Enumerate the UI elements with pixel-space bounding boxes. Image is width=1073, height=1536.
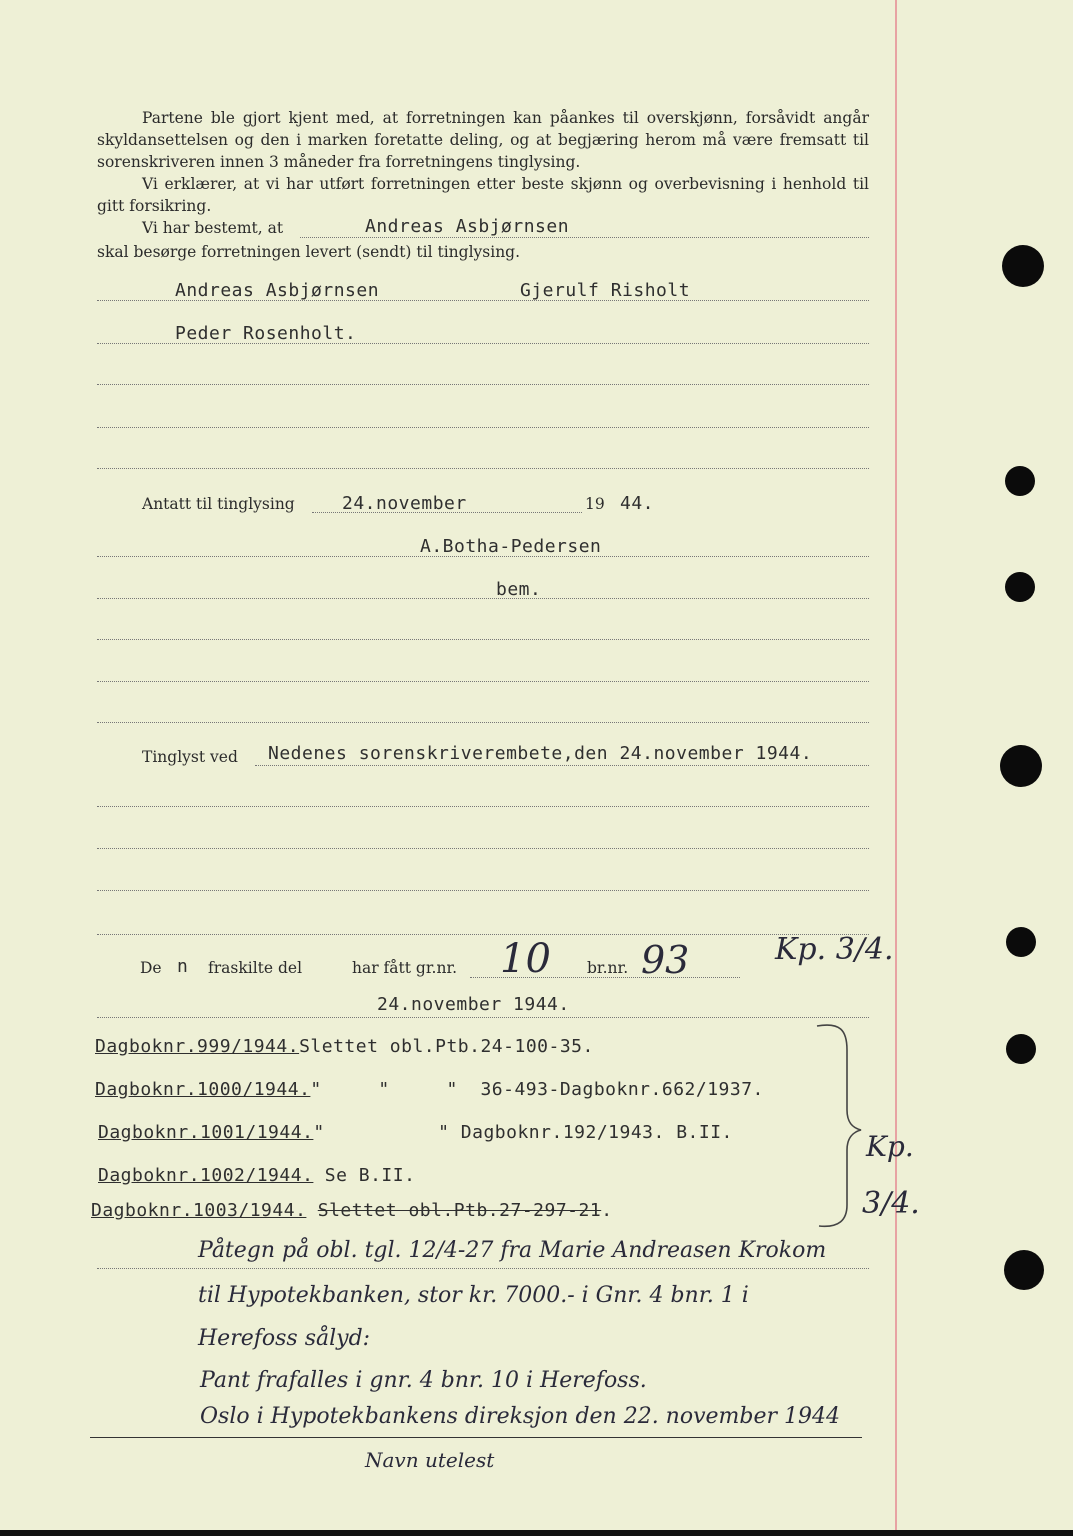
dagbok-text: " " Dagboknr.192/1943. B.II. xyxy=(313,1122,733,1143)
fill-line xyxy=(97,639,869,640)
body-text xyxy=(97,107,869,217)
punch-hole xyxy=(1004,1250,1044,1290)
dagbok-struck-text: Slettet obl.Ptb.27-297-21 xyxy=(317,1200,602,1221)
fill-line xyxy=(97,556,869,557)
de-suffix: n xyxy=(177,956,189,977)
margin-rule xyxy=(895,0,897,1530)
dagbok-line-4 xyxy=(98,1165,415,1186)
fill-line xyxy=(470,977,740,978)
dagbok-line-3 xyxy=(98,1122,733,1143)
grnr-value: 10 xyxy=(500,936,551,982)
de-label: De xyxy=(140,959,162,977)
handwritten-line-1: Påtegn på obl. tgl. 12/4-27 fra Marie Andreasen Krokom xyxy=(198,1238,827,1263)
bracket-note-2: 3/4. xyxy=(862,1186,920,1221)
handwritten-line-2: til Hypotekbanken, stor kr. 7000.- i Gnr. 4 bnr. 1 i xyxy=(198,1283,749,1308)
dagbok-text: . xyxy=(601,1200,613,1221)
dagbok-number: Dagboknr.1000/1944. xyxy=(95,1079,311,1100)
fraskilte-date: 24.november 1944. xyxy=(377,994,570,1015)
punch-hole xyxy=(1006,1034,1036,1064)
bestemt-label: Vi har bestemt, at xyxy=(142,219,284,237)
fill-line xyxy=(97,468,869,469)
fill-line xyxy=(97,1268,869,1269)
signature-3: Peder Rosenholt. xyxy=(175,323,357,344)
dagbok-text: " " " 36-493-Dagboknr.662/1937. xyxy=(310,1079,764,1100)
fill-line xyxy=(97,806,869,807)
dagbok-number: Dagboknr.1003/1944. xyxy=(91,1200,307,1221)
signature-2: Gjerulf Risholt xyxy=(520,280,691,301)
punch-hole xyxy=(1000,745,1042,787)
dagbok-text: Slettet obl.Ptb.24-100-35. xyxy=(299,1036,594,1057)
dagbok-text: Se B.II. xyxy=(324,1165,416,1186)
fill-line xyxy=(97,427,869,428)
dagbok-line-5 xyxy=(91,1200,613,1221)
fill-line xyxy=(97,681,869,682)
punch-hole xyxy=(1002,245,1044,287)
handwritten-line-4: Pant frafalles i gnr. 4 bnr. 10 i Herefoss. xyxy=(200,1368,647,1393)
kp-note: Kp. 3/4. xyxy=(775,932,894,967)
tinglyst-label: Tinglyst ved xyxy=(142,748,238,766)
antatt-date: 24.november xyxy=(342,493,467,514)
fill-line xyxy=(97,384,869,385)
har-fatt-label: har fått gr.nr. xyxy=(352,959,458,977)
handwritten-signature: Navn utelest xyxy=(365,1448,495,1472)
dagbok-line-2 xyxy=(95,1079,764,1100)
fill-line xyxy=(97,722,869,723)
handwritten-line-3: Herefoss sålyd: xyxy=(198,1326,371,1351)
dagbok-line-1 xyxy=(95,1036,594,1057)
fill-line xyxy=(300,237,869,238)
tinglyst-text: Nedenes sorenskriverembete,den 24.november 1944. xyxy=(268,743,813,764)
dagbok-number: Dagboknr.1001/1944. xyxy=(98,1122,314,1143)
year-prefix: 19 xyxy=(585,495,605,513)
besorge-line: skal besørge forretningen levert (sendt) til tinglysing. xyxy=(97,243,521,261)
fill-line xyxy=(97,343,869,344)
punch-hole xyxy=(1005,572,1035,602)
year-suffix: 44. xyxy=(620,493,655,514)
punch-hole xyxy=(1006,927,1036,957)
bracket-note-1: Kp. xyxy=(866,1130,914,1163)
fill-line xyxy=(97,848,869,849)
signature-1: Andreas Asbjørnsen xyxy=(175,280,380,301)
paragraph-declaration: Vi erklærer, at vi har utført forretningen etter beste skjønn og overbevisning i henhold til gitt forsikring. xyxy=(97,175,869,215)
antatt-signer: A.Botha-Pedersen xyxy=(420,536,602,557)
dagbok-number: Dagboknr.999/1944. xyxy=(95,1036,300,1057)
paragraph-appeal: Partene ble gjort kjent med, at forretningen kan påankes til overskjønn, forsåvidt angår skyldansettelsen og den i marken foretatte deling, og at begjæring herom må være fremsatt til sorenskriveren innen 3 måneder fra forretningens tinglysing. xyxy=(97,109,869,171)
closing-rule xyxy=(90,1437,862,1438)
fill-line xyxy=(255,765,869,766)
fraskilte-label: fraskilte del xyxy=(208,959,303,977)
handwritten-line-5: Oslo i Hypotekbankens direksjon den 22. november 1944 xyxy=(200,1404,841,1429)
antatt-title: bem. xyxy=(496,579,542,600)
punch-hole xyxy=(1005,466,1035,496)
antatt-label: Antatt til tinglysing xyxy=(142,495,295,513)
fill-line xyxy=(97,890,869,891)
brnr-label: br.nr. xyxy=(587,959,629,977)
dagbok-number: Dagboknr.1002/1944. xyxy=(98,1165,314,1186)
bestemt-name: Andreas Asbjørnsen xyxy=(365,216,570,237)
fill-line xyxy=(97,934,869,935)
brnr-value: 93 xyxy=(641,938,690,982)
fill-line xyxy=(97,1017,869,1018)
curly-brace-icon xyxy=(815,1020,865,1232)
fill-line xyxy=(97,300,869,301)
fill-line xyxy=(97,598,869,599)
